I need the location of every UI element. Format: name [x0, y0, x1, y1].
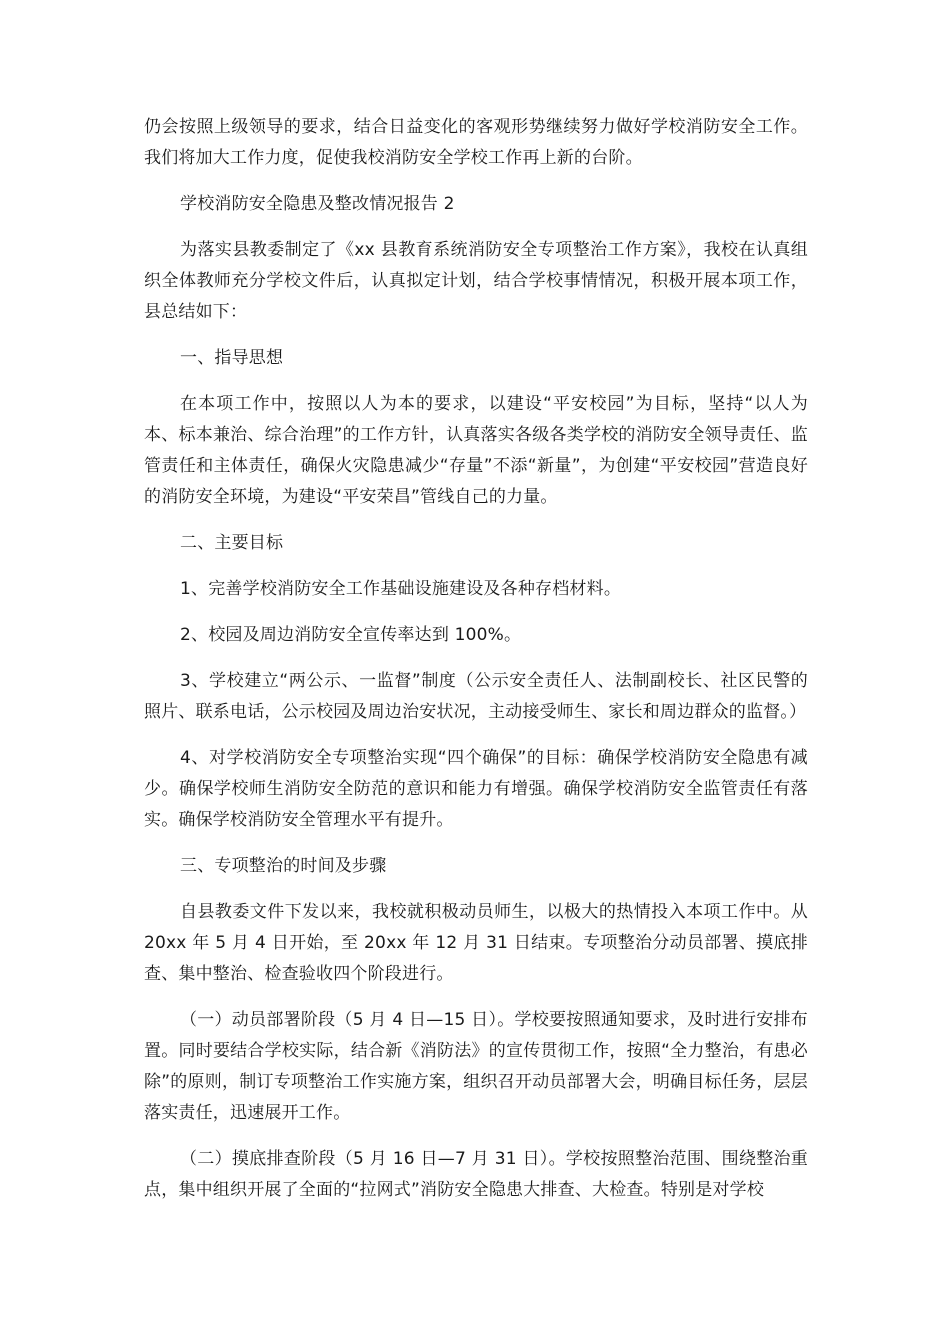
section-heading-schedule: 三、专项整治的时间及步骤: [180, 856, 387, 876]
document-page: [144, 112, 808, 1221]
paragraph-continuation: 仍会按照上级领导的要求，结合日益变化的客观形势继续努力做好学校消防安全工作。我们将加大工作力度，促使我校消防安全学校工作再上新的台阶。: [144, 117, 808, 168]
paragraph-intro: 为落实县教委制定了《xx 县教育系统消防安全专项整治工作方案》，我校在认真组织全体教师充分学校文件后，认真拟定计划，结合学校事情情况，积极开展本项工作，县总结如下：: [144, 240, 808, 322]
report-title: 学校消防安全隐患及整改情况报告 2: [180, 194, 455, 214]
paragraph-phase-2: （二）摸底排查阶段（5 月 16 日—7 月 31 日）。学校按照整治范围、围绕整治重点，集中组织开展了全面的“拉网式”消防安全隐患大排查、大检查。特别是对学校: [144, 1149, 808, 1200]
paragraph-phase-1: （一）动员部署阶段（5 月 4 日—15 日）。学校要按照通知要求，及时进行安排布置。同时要结合学校实际，结合新《消防法》的宣传贯彻工作，按照“全力整治，有患必除”的原则，制订专项整治工作实施方案，组织召开动员部署大会，明确目标任务，层层落实责任，迅速展开工作。: [144, 1010, 808, 1123]
goal-item-1: 1、完善学校消防安全工作基础设施建设及各种存档材料。: [180, 579, 622, 599]
section-heading-guiding-thought: 一、指导思想: [180, 348, 284, 368]
section-heading-main-goals: 二、主要目标: [180, 533, 284, 553]
goal-item-4: 4、对学校消防安全专项整治实现“四个确保”的目标：确保学校消防安全隐患有减少。确保学校师生消防安全防范的意识和能力有增强。确保学校消防安全监管责任有落实。确保学校消防安全管理水平有提升。: [144, 748, 808, 830]
goal-item-2: 2、校园及周边消防安全宣传率达到 100%。: [180, 625, 522, 645]
goal-item-3: 3、学校建立“两公示、一监督”制度（公示安全责任人、法制副校长、社区民警的照片、联系电话，公示校园及周边治安状况，主动接受师生、家长和周边群众的监督。）: [144, 671, 808, 722]
paragraph-schedule: 自县教委文件下发以来，我校就积极动员师生，以极大的热情投入本项工作中。从 20xx 年 5 月 4 日开始，至 20xx 年 12 月 31 日结束。专项整治分动员部署、摸底排查、集中整治、检查验收四个阶段进行。: [144, 902, 808, 984]
paragraph-guiding-thought: 在本项工作中，按照以人为本的要求，以建设“平安校园”为目标，坚持“以人为本、标本兼治、综合治理”的工作方针，认真落实各级各类学校的消防安全领导责任、监管责任和主体责任，确保火灾隐患减少“存量”不添“新量”，为创建“平安校园”营造良好的消防安全环境，为建设“平安荣昌”管线自己的力量。: [144, 394, 808, 507]
